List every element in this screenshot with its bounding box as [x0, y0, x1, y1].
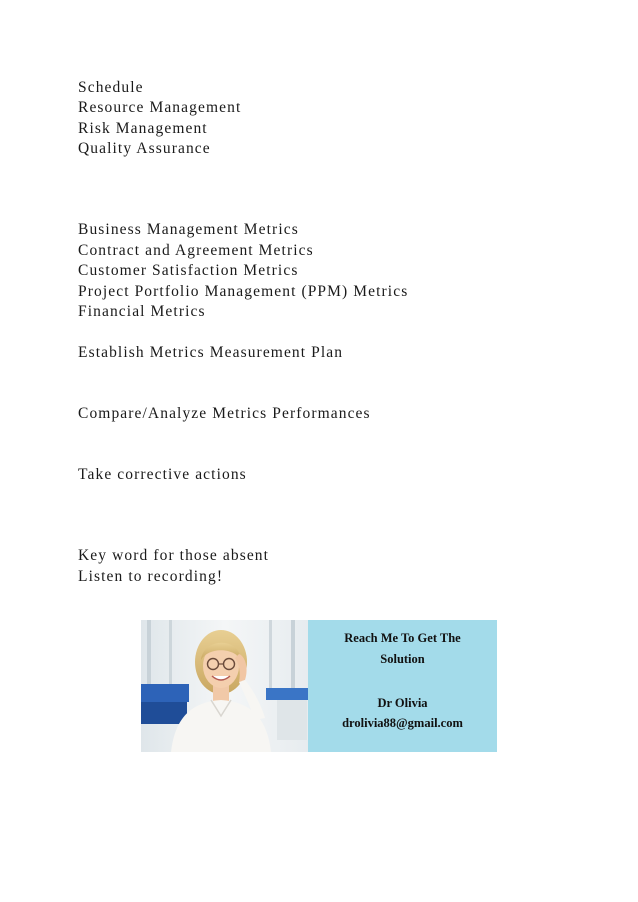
text-line-financial-metrics: Financial Metrics — [78, 303, 206, 320]
banner-contact-name: Dr Olivia — [377, 696, 428, 710]
woman-photo — [141, 620, 308, 752]
text-line-listen-recording: Listen to recording! — [78, 568, 224, 585]
text-line-business-management-metrics: Business Management Metrics — [78, 221, 299, 238]
text-line-resource-management: Resource Management — [78, 99, 242, 116]
text-line-key-word: Key word for those absent — [78, 547, 270, 564]
text-line-contract-agreement-metrics: Contract and Agreement Metrics — [78, 242, 314, 259]
banner-headline-line2: Solution — [380, 652, 425, 666]
text-line-compare-analyze: Compare/Analyze Metrics Performances — [78, 405, 371, 422]
banner-contact-email: drolivia88@gmail.com — [342, 716, 463, 730]
text-line-quality-assurance: Quality Assurance — [78, 140, 211, 157]
text-line-schedule: Schedule — [78, 79, 144, 96]
text-line-customer-satisfaction-metrics: Customer Satisfaction Metrics — [78, 262, 299, 279]
contact-panel — [308, 620, 497, 752]
contact-banner — [141, 620, 497, 752]
text-line-establish-plan: Establish Metrics Measurement Plan — [78, 344, 344, 361]
text-line-corrective-actions: Take corrective actions — [78, 466, 247, 483]
text-line-risk-management: Risk Management — [78, 120, 208, 137]
text-line-ppm-metrics: Project Portfolio Management (PPM) Metrics — [78, 283, 409, 300]
banner-headline-line1: Reach Me To Get The — [344, 631, 461, 645]
